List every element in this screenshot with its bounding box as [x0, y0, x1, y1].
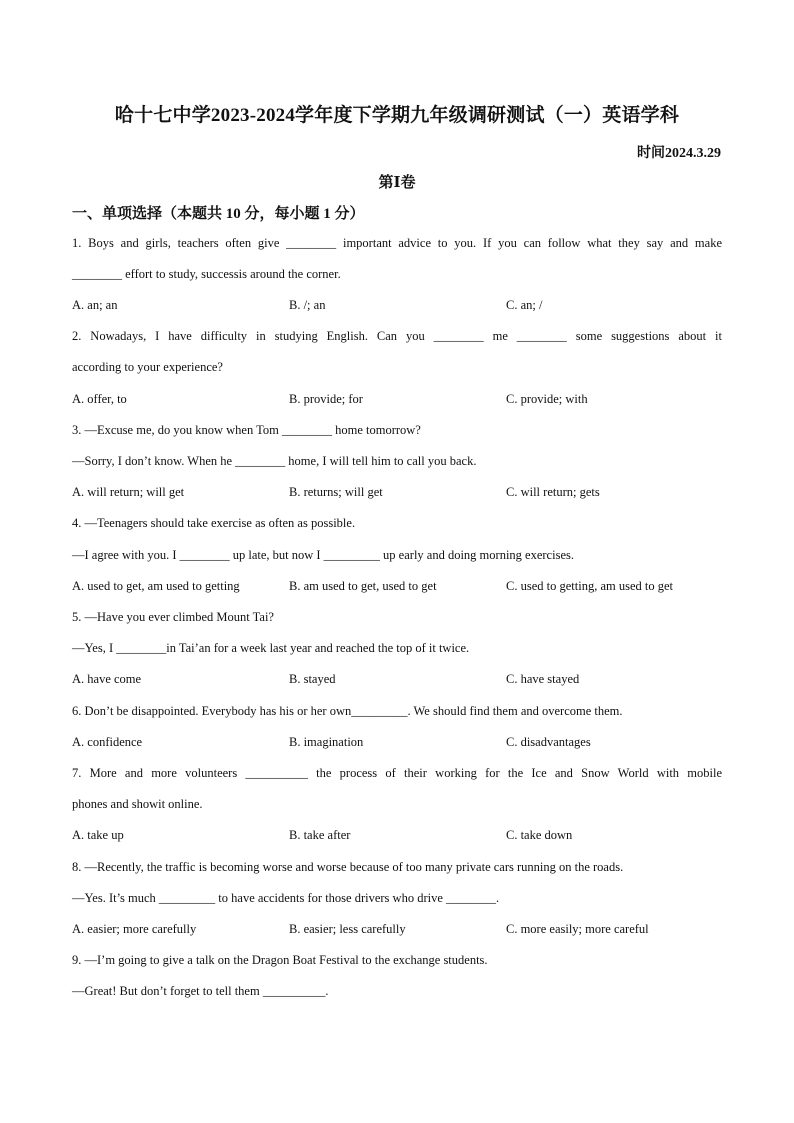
question-6-line-1: 6. Don’t be disappointed. Everybody has his or her own_________. We should find them and overcome them.	[72, 704, 623, 718]
question-4-line-1: 4. —Teenagers should take exercise as often as possible.	[72, 516, 356, 530]
question-4-option-b: B. am used to get, used to get	[289, 579, 437, 593]
document-title: 哈十七中学2023-2024学年度下学期九年级调研测试（一）英语学科	[114, 105, 680, 126]
question-8-line-1: 8. —Recently, the traffic is becoming worse and worse because of too many private cars running on the roads.	[72, 860, 624, 874]
question-6-option-b: B. imagination	[289, 735, 364, 749]
question-3-line-2: —Sorry, I don’t know. When he ________ home, I will tell him to call you back.	[72, 454, 477, 468]
question-7-option-c: C. take down	[506, 828, 573, 842]
section-heading: 一、单项选择（本题共 10 分，每小题 1 分）	[72, 206, 365, 222]
question-2-option-a: A. offer, to	[72, 392, 127, 406]
question-9-line-2: —Great! But don’t forget to tell them __________.	[72, 984, 329, 998]
question-6-option-c: C. disadvantages	[506, 735, 591, 749]
question-4-line-2: —I agree with you. I ________ up late, but now I _________ up early and doing morning exercises.	[72, 548, 574, 562]
question-3-line-1: 3. —Excuse me, do you know when Tom ________ home tomorrow?	[72, 423, 421, 437]
question-5-line-1: 5. —Have you ever climbed Mount Tai?	[72, 610, 274, 624]
question-2-line-1: 2. Nowadays, I have difficulty in studying English. Can you ________ me ________ some suggestions about it	[72, 329, 722, 343]
question-7-option-a: A. take up	[72, 828, 124, 842]
question-9-line-1: 9. —I’m going to give a talk on the Dragon Boat Festival to the exchange students.	[72, 953, 488, 967]
question-1-option-a: A. an; an	[72, 298, 118, 312]
question-1-option-c: C. an; /	[506, 298, 543, 312]
question-2-option-c: C. provide; with	[506, 392, 588, 406]
question-7-line-2: phones and showit online.	[72, 797, 203, 811]
volume-heading: 第Ⅰ卷	[378, 175, 416, 191]
question-5-line-2: —Yes, I ________in Tai’an for a week last year and reached the top of it twice.	[72, 641, 470, 655]
question-4-option-a: A. used to get, am used to getting	[72, 579, 240, 593]
exam-date: 时间2024.3.29	[637, 146, 721, 161]
question-7-line-1: 7. More and more volunteers __________ the process of their working for the Ice and Snow World with mobile	[72, 766, 722, 780]
question-8-line-2: —Yes. It’s much _________ to have accidents for those drivers who drive ________.	[72, 891, 500, 905]
question-3-option-b: B. returns; will get	[289, 485, 383, 499]
question-6-option-a: A. confidence	[72, 735, 143, 749]
question-4-option-c: C. used to getting, am used to get	[506, 579, 673, 593]
question-1-option-b: B. /; an	[289, 298, 326, 312]
question-7-option-b: B. take after	[289, 828, 351, 842]
question-5-option-c: C. have stayed	[506, 672, 580, 686]
question-2-line-2: according to your experience?	[72, 360, 223, 374]
question-5-option-b: B. stayed	[289, 672, 336, 686]
question-8-option-c: C. more easily; more careful	[506, 922, 649, 936]
question-1-line-2: ________ effort to study, successis around the corner.	[72, 267, 341, 281]
question-3-option-c: C. will return; gets	[506, 485, 600, 499]
question-2-option-b: B. provide; for	[289, 392, 363, 406]
question-8-option-a: A. easier; more carefully	[72, 922, 197, 936]
question-1-line-1: 1. Boys and girls, teachers often give ________ important advice to you. If you can follow what they say and make	[72, 236, 722, 250]
question-8-option-b: B. easier; less carefully	[289, 922, 406, 936]
question-5-option-a: A. have come	[72, 672, 142, 686]
question-3-option-a: A. will return; will get	[72, 485, 185, 499]
